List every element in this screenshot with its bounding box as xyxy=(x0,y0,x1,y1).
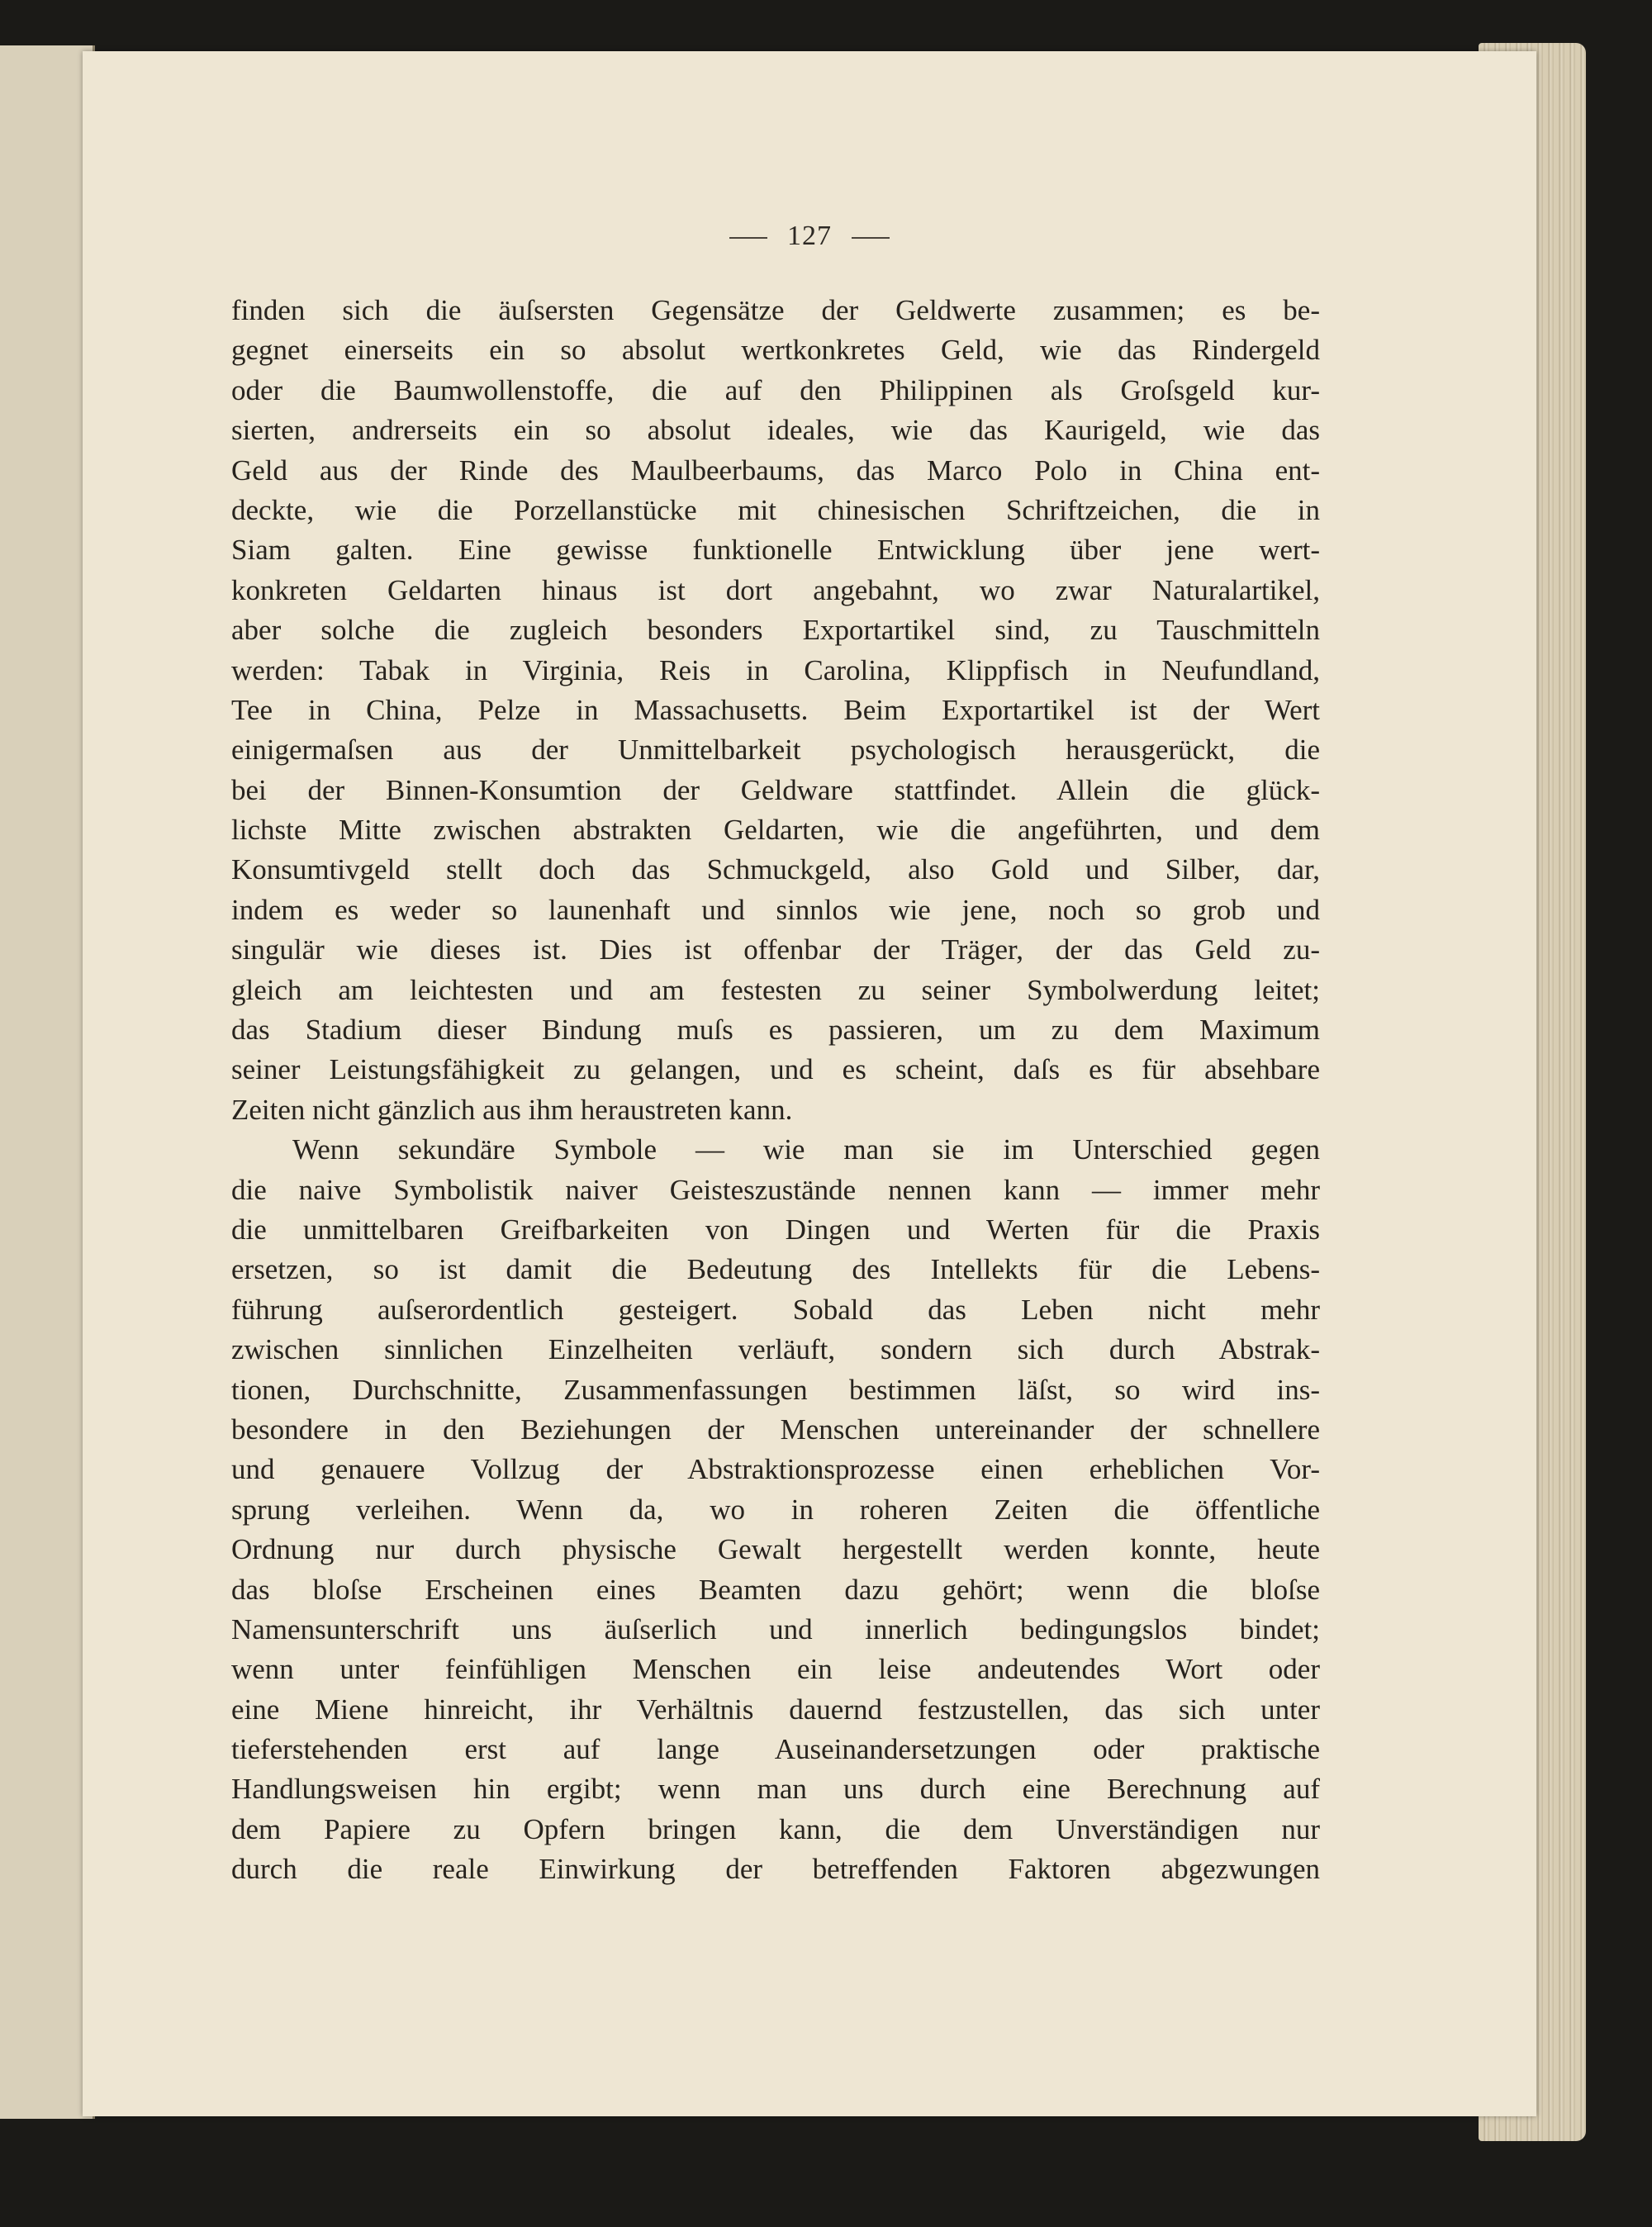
text-line: dem Papiere zu Opfern bringen kann, die dem Unverständigen nur xyxy=(231,1812,1320,1845)
text-line: das Stadium dieser Bindung muſs es passieren, um zu dem Maximum xyxy=(231,1014,1320,1047)
text-line: führung auſserordentlich gesteigert. Sobald das Leben nicht mehr xyxy=(231,1293,1320,1326)
header-dash-left xyxy=(729,237,767,239)
text-line: sprung verleihen. Wenn da, wo in roheren Zeiten die öffentliche xyxy=(231,1493,1320,1526)
body-text xyxy=(231,291,1320,1890)
text-line: bei der Binnen-Konsumtion der Geldware stattfindet. Allein die glück- xyxy=(231,773,1320,806)
text-line: Siam galten. Eine gewisse funktionelle Entwicklung über jene wert- xyxy=(231,534,1320,567)
text-line: Konsumtivgeld stellt doch das Schmuckgeld, also Gold und Silber, dar, xyxy=(231,853,1320,886)
text-line: ersetzen, so ist damit die Bedeutung des Intellekts für die Lebens- xyxy=(231,1253,1320,1286)
text-line: gegnet einerseits ein so absolut wertkonkretes Geld, wie das Rindergeld xyxy=(231,334,1320,367)
book-page xyxy=(83,51,1536,2116)
text-line: seiner Leistungsfähigkeit zu gelangen, und es scheint, daſs es für absehbare xyxy=(231,1053,1320,1086)
text-line: gleich am leichtesten und am festesten zu seiner Symbolwerdung leitet; xyxy=(231,973,1320,1006)
text-line: Wenn sekundäre Symbole — wie man sie im Unterschied gegen xyxy=(292,1133,1320,1166)
text-line: Namensunterschrift uns äuſserlich und innerlich bedingungslos bindet; xyxy=(231,1612,1320,1645)
text-line: konkreten Geldarten hinaus ist dort angebahnt, wo zwar Naturalartikel, xyxy=(231,573,1320,606)
text-line: indem es weder so launenhaft und sinnlos wie jene, noch so grob und xyxy=(231,893,1320,926)
text-line: zwischen sinnlichen Einzelheiten verläuft, sondern sich durch Abstrak- xyxy=(231,1333,1320,1366)
text-line: und genauere Vollzug der Abstraktionsprozesse einen erheblichen Vor- xyxy=(231,1453,1320,1486)
header-dash-right xyxy=(852,237,890,239)
text-line: werden: Tabak in Virginia, Reis in Carolina, Klippfisch in Neufundland, xyxy=(231,653,1320,686)
text-line: singulär wie dieses ist. Dies ist offenbar der Träger, der das Geld zu- xyxy=(231,933,1320,966)
text-line: deckte, wie die Porzellanstücke mit chinesischen Schriftzeichen, die in xyxy=(231,493,1320,526)
text-line: Handlungsweisen hin ergibt; wenn man uns durch eine Berechnung auf xyxy=(231,1773,1320,1806)
text-line: lichste Mitte zwischen abstrakten Geldarten, wie die angeführten, und dem xyxy=(231,814,1320,847)
text-line: wenn unter feinfühligen Menschen ein leise andeutendes Wort oder xyxy=(231,1653,1320,1686)
text-line: finden sich die äuſsersten Gegensätze der Geldwerte zusammen; es be- xyxy=(231,294,1320,326)
text-line: durch die reale Einwirkung der betreffenden Faktoren abgezwungen xyxy=(231,1853,1320,1886)
text-line: oder die Baumwollenstoffe, die auf den Philippinen als Groſsgeld kur- xyxy=(231,373,1320,406)
text-line: Ordnung nur durch physische Gewalt hergestellt werden konnte, heute xyxy=(231,1533,1320,1566)
text-line: besondere in den Beziehungen der Menschen untereinander der schnellere xyxy=(231,1413,1320,1446)
page-header xyxy=(83,221,1536,252)
text-line: einigermaſsen aus der Unmittelbarkeit psychologisch herausgerückt, die xyxy=(231,734,1320,767)
text-line: tionen, Durchschnitte, Zusammenfassungen bestimmen läſst, so wird ins- xyxy=(231,1373,1320,1406)
left-page-edge xyxy=(0,45,95,2119)
page-number: 127 xyxy=(787,221,832,251)
text-line: aber solche die zugleich besonders Exportartikel sind, zu Tauschmitteln xyxy=(231,614,1320,647)
text-line: die naive Symbolistik naiver Geisteszustände nennen kann — immer mehr xyxy=(231,1173,1320,1206)
text-line: eine Miene hinreicht, ihr Verhältnis dauernd festzustellen, das sich unter xyxy=(231,1693,1320,1726)
text-line: tieferstehenden erst auf lange Auseinandersetzungen oder praktische xyxy=(231,1733,1320,1766)
text-line: die unmittelbaren Greifbarkeiten von Dingen und Werten für die Praxis xyxy=(231,1213,1320,1246)
text-line: das bloſse Erscheinen eines Beamten dazu gehört; wenn die bloſse xyxy=(231,1573,1320,1606)
text-line: Geld aus der Rinde des Maulbeerbaums, das Marco Polo in China ent- xyxy=(231,453,1320,487)
text-line: sierten, andrerseits ein so absolut ideales, wie das Kaurigeld, wie das xyxy=(231,414,1320,447)
text-line: Zeiten nicht gänzlich aus ihm heraustreten kann. xyxy=(231,1093,793,1126)
text-line: Tee in China, Pelze in Massachusetts. Beim Exportartikel ist der Wert xyxy=(231,693,1320,726)
